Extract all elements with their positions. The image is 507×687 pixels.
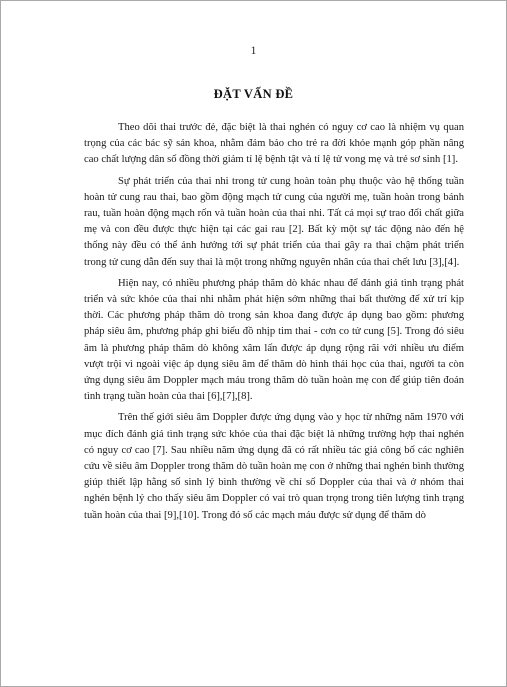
page-title: ĐẶT VẤN ĐỀ [213, 87, 294, 101]
paragraph-2: Sự phát triển của thai nhi trong tử cung hoàn toàn phụ thuộc vào hệ thống tuần hoàn tử cung rau thai, bao gồm động mạch tử cung của người mẹ, tuần hoàn trong bánh rau, tuần hoàn động mạch rốn và tuần hoàn của thai nhi. Tất cả mọi sự trao đổi chất giữa mẹ và con đều được thực hiện tại các gai rau [2]. Bất kỳ một sự tác động nào đến hệ thống này đều có thể ảnh hưởng tới sự phát triển của thai gây ra thai chậm phát triển trong tử cung dẫn đến suy thai là một trong những nguyên nhân của thai chết lưu [3],[4]. [84, 175, 464, 268]
document-body [84, 120, 464, 529]
page-number: 1 [250, 45, 257, 57]
paragraph-4: Trên thế giới siêu âm Doppler được ứng dụng vào y học từ những năm 1970 với mục đích đánh giá tình trạng sức khỏe của thai đặc biệt là những trường hợp thai nghén có nguy cơ cao [7]. Sau nhiều năm ứng dụng đã có rất nhiều tác giả công bố các nghiên cứu về siêu âm Doppler trong thăm dò tuần hoàn mẹ con ở những thai nghén bình thường giúp thiết lập hằng số sinh lý bình thường về chỉ số Doppler của thai và ở nhóm thai nghén bệnh lý cho thấy siêu âm Doppler có vai trò quan trọng trong tiên lượng tình trạng tuần hoàn của thai [9],[10]. Trong đó số các mạch máu được sử dụng để thăm dò [84, 412, 465, 521]
paragraph-3: Hiện nay, có nhiều phương pháp thăm dò khác nhau để đánh giá tình trạng phát triển và sức khỏe của thai nhi nhằm phát hiện sớm những thai bất thường để xử trí kịp thời. Các phương pháp thăm dò trong sản khoa đang được áp dụng bao gồm: phương pháp siêu âm, phương pháp ghi biểu đồ nhịp tim thai - cơn co tử cung [5]. Trong đó siêu âm là phương pháp thăm dò không xâm lấn được áp dụng rộng rãi với nhiều ưu điểm vượt trội vì ngoài việc áp dụng siêu âm để thăm dò hình thái học của thai, người ta còn ứng dụng siêu âm Doppler mạch máu trong thăm dò tuần hoàn mẹ con để giúp tiên đoán tình trạng tuần hoàn của thai [6],[7],[8]. [84, 277, 464, 403]
paragraph-1: Theo dõi thai trước đẻ, đặc biệt là thai nghén có nguy cơ cao là nhiệm vụ quan trọng của các bác sỹ sản khoa, nhằm đảm bảo cho trẻ ra đời khỏe mạnh góp phần nâng cao chất lượng dân số đồng thời giảm tỉ lệ bệnh tật và tỉ lệ tử vong mẹ và trẻ sơ sinh [1]. [84, 122, 464, 166]
